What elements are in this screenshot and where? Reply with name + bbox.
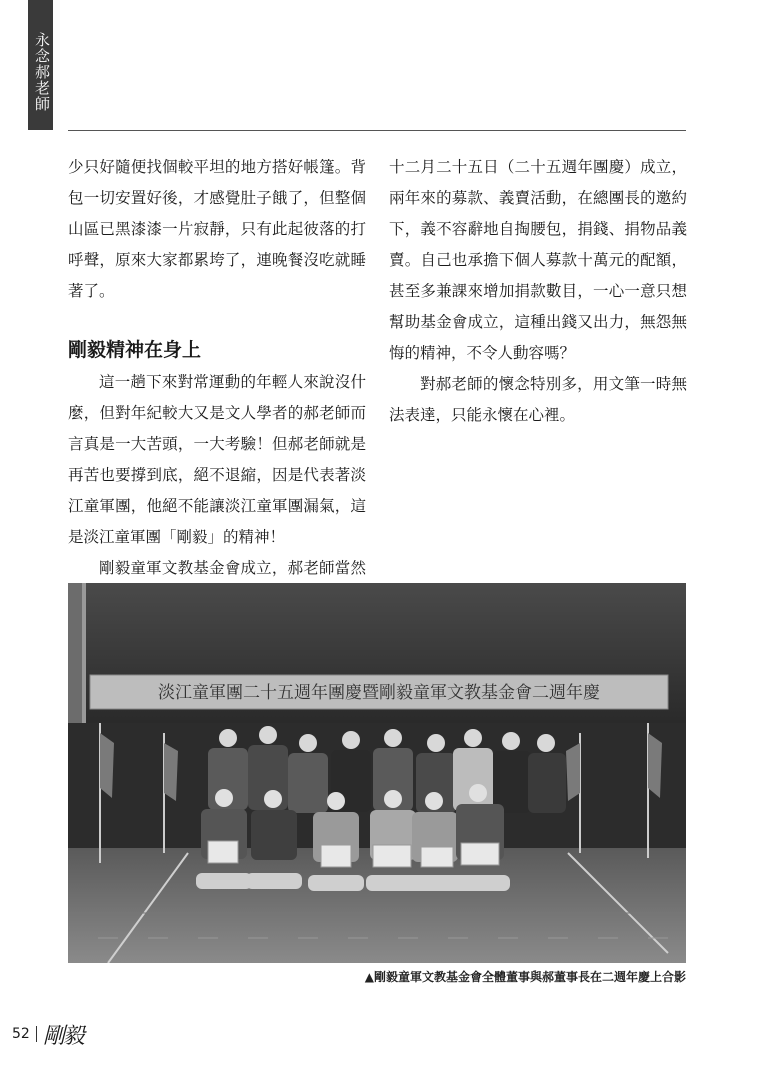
left-column xyxy=(68,152,366,646)
section-tab xyxy=(28,0,53,130)
left-paragraph-1: 少只好隨便找個較平坦的地方搭好帳篷。背包一切安置好後，才感覺肚子餓了，但整個山區已黑漆漆一片寂靜，只有此起彼落的打呼聲，原來大家都累垮了，連晚餐沒吃就睡著了。 xyxy=(68,158,366,300)
page-footer xyxy=(12,1014,83,1054)
section-heading: 剛毅精神在身上 xyxy=(68,339,202,361)
left-paragraph-2: 這一趟下來對常運動的年輕人來說沒什麼，但對年紀較大又是文人學者的郝老師而言真是一大苦頭，一大考驗！但郝老師就是再苦也要撐到底，絕不退縮，因是代表著淡江童軍團，他絕不能讓淡江童軍團漏氣，這是淡江童軍團「剛毅」的精神！ xyxy=(68,373,366,546)
banner-text: 淡江童軍團二十五週年團慶暨剛毅童軍文教基金會二週年慶 xyxy=(158,683,600,703)
footer-separator xyxy=(36,1026,37,1042)
group-photo xyxy=(68,583,686,963)
photo-caption: ▲剛毅童軍文教基金會全體董事與郝董事長在二週年慶上合影 xyxy=(364,970,686,984)
section-tab-title: 永念郝老師 xyxy=(33,32,51,112)
top-divider xyxy=(68,130,686,131)
page-number: 52 xyxy=(12,1026,30,1042)
right-column xyxy=(389,152,687,431)
left-paragraph-3: 剛毅童軍文教基金會成立，郝老師當然 xyxy=(99,559,366,577)
magazine-logo: 剛毅 xyxy=(42,1023,83,1049)
right-paragraph-1: 十二月二十五日（二十五週年團慶）成立，兩年來的募款、義賣活動，在總團長的邀約下，義不容辭地自掏腰包，捐錢、捐物品義賣。自己也承擔下個人募款十萬元的配額，甚至多兼課來增加捐款數目，一心一意只想幫助基金會成立，這種出錢又出力，無怨無悔的精神，不令人動容嗎？ xyxy=(389,158,687,362)
group-photo-image xyxy=(68,583,686,963)
right-paragraph-2: 對郝老師的懷念特別多，用文筆一時無法表達，只能永懷在心裡。 xyxy=(389,375,687,424)
